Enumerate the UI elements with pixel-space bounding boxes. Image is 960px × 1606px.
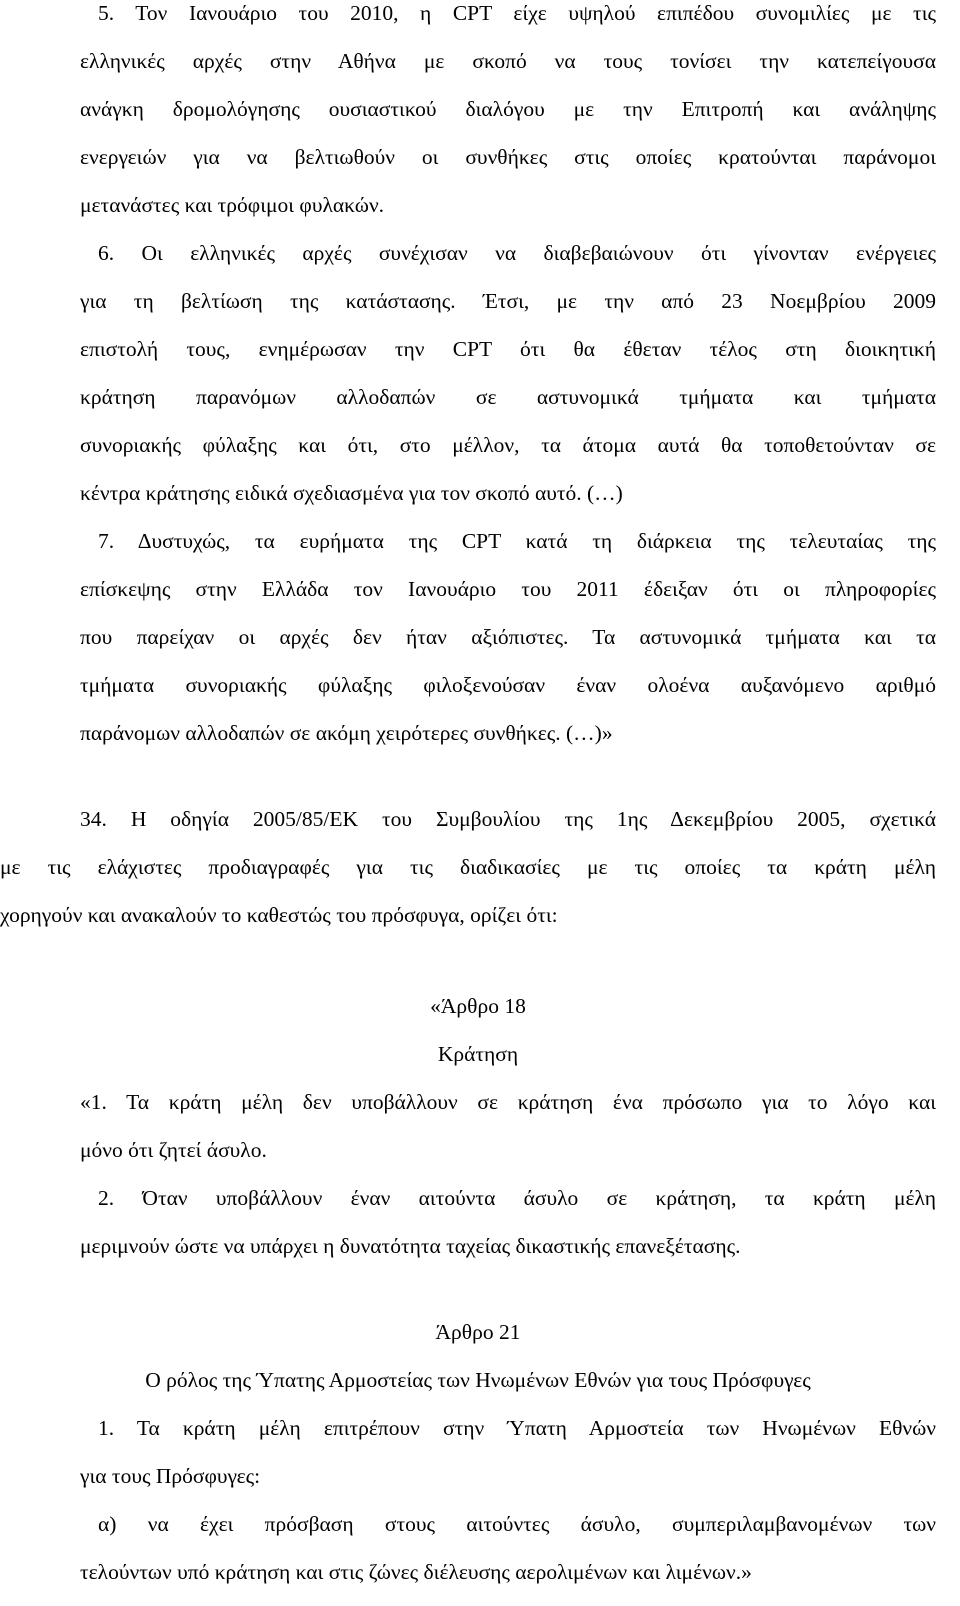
paragraph-34-line-2: με τις ελάχιστες προδιαγραφές για τις διαδικασίες με τις οποίες τα κράτη μέλη — [0, 855, 936, 879]
item-7-line-5: παράνομων αλλοδαπών σε ακόμη χειρότερες συνθήκες. (…)» — [80, 721, 613, 745]
article-21-heading: Άρθρο 21 — [435, 1320, 521, 1344]
article-18-p1-line-1: «1. Τα κράτη μέλη δεν υποβάλλουν σε κράτηση ένα πρόσωπο για το λόγο και — [80, 1090, 936, 1114]
article-21-pa-line-2: τελούντων υπό κράτηση και στις ζώνες διέλευσης αερολιμένων και λιμένων.» — [80, 1560, 752, 1584]
article-18-heading: «Άρθρο 18 — [430, 994, 526, 1018]
item-5-line-3: ανάγκη δρομολόγησης ουσιαστικού διαλόγου με την Επιτροπή και ανάληψης — [80, 97, 936, 121]
item-6-line-5: συνοριακής φύλαξης και ότι, στο μέλλον, τα άτομα αυτά θα τοποθετούνταν σε — [80, 433, 936, 457]
item-6-line-4: κράτηση παρανόμων αλλοδαπών σε αστυνομικά τμήματα και τμήματα — [80, 385, 936, 409]
item-5-line-5: μετανάστες και τρόφιμοι φυλακών. — [80, 193, 385, 217]
item-7-line-1: 7. Δυστυχώς, τα ευρήματα της CPT κατά τη διάρκεια της τελευταίας της — [98, 529, 936, 553]
article-18-p1-line-2: μόνο ότι ζητεί άσυλο. — [80, 1138, 267, 1162]
item-7-line-4: τμήματα συνοριακής φύλαξης φιλοξενούσαν έναν ολοένα αυξανόμενο αριθμό — [80, 673, 936, 697]
article-21-subheading: Ο ρόλος της Ύπατης Αρμοστείας των Ηνωμένων Εθνών για τους Πρόσφυγες — [145, 1368, 811, 1392]
item-6-line-6: κέντρα κράτησης ειδικά σχεδιασμένα για τον σκοπό αυτό. (…) — [80, 481, 623, 505]
article-18-subheading: Κράτηση — [437, 1042, 519, 1066]
item-6-line-3: επιστολή τους, ενημέρωσαν την CPT ότι θα έθεταν τέλος στη διοικητική — [80, 337, 936, 361]
article-18-p2-line-1: 2. Όταν υποβάλλουν έναν αιτούντα άσυλο σε κράτηση, τα κράτη μέλη — [98, 1186, 936, 1210]
article-21-pa-line-1: α) να έχει πρόσβαση στους αιτούντες άσυλο, συμπεριλαμβανομένων των — [98, 1512, 936, 1536]
item-6-line-1: 6. Οι ελληνικές αρχές συνέχισαν να διαβεβαιώνουν ότι γίνονταν ενέργειες — [98, 241, 936, 265]
paragraph-34-line-3: χορηγούν και ανακαλούν το καθεστώς του πρόσφυγα, ορίζει ότι: — [0, 903, 558, 927]
article-18-p2-line-2: μεριμνούν ώστε να υπάρχει η δυνατότητα ταχείας δικαστικής επανεξέτασης. — [80, 1234, 741, 1258]
article-21-p1-line-1: 1. Τα κράτη μέλη επιτρέπουν στην Ύπατη Αρμοστεία των Ηνωμένων Εθνών — [98, 1416, 936, 1440]
article-21-p1-line-2: για τους Πρόσφυγες: — [80, 1464, 261, 1488]
item-5-line-2: ελληνικές αρχές στην Αθήνα με σκοπό να τους τονίσει την κατεπείγουσα — [80, 49, 936, 73]
item-7-line-2: επίσκεψης στην Ελλάδα τον Ιανουάριο του 2011 έδειξαν ότι οι πληροφορίες — [80, 577, 936, 601]
item-5-line-4: ενεργειών για να βελτιωθούν οι συνθήκες στις οποίες κρατούνται παράνομοι — [80, 145, 936, 169]
item-7-line-3: που παρείχαν οι αρχές δεν ήταν αξιόπιστες. Τα αστυνομικά τμήματα και τα — [80, 625, 936, 649]
item-5-line-1: 5. Τον Ιανουάριο του 2010, η CPT είχε υψηλού επιπέδου συνομιλίες με τις — [98, 1, 936, 25]
item-6-line-2: για τη βελτίωση της κατάστασης. Έτσι, με την από 23 Νοεμβρίου 2009 — [80, 289, 936, 313]
paragraph-34-line-1: 34. Η οδηγία 2005/85/ΕΚ του Συμβουλίου της 1ης Δεκεμβρίου 2005, σχετικά — [80, 807, 936, 831]
